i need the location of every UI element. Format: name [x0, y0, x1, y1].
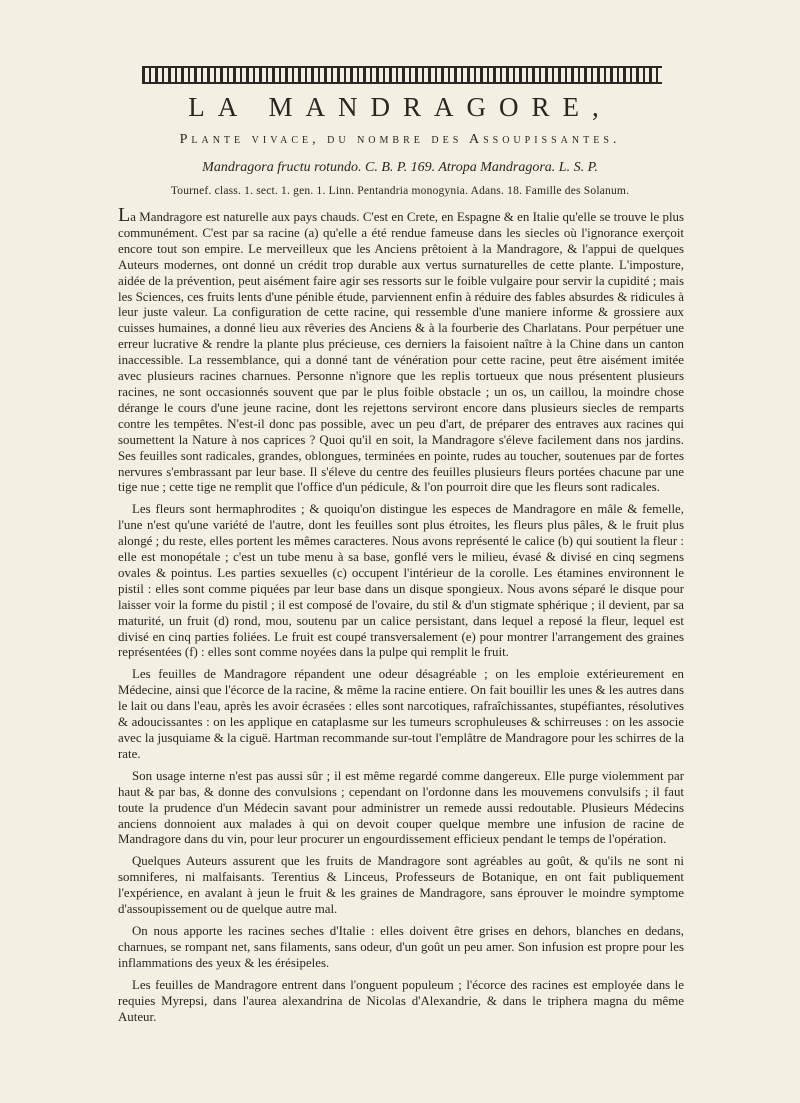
drop-cap: L — [118, 204, 131, 226]
synonyms-text: Mandragora fructu rotundo. C. B. P. 169. Atropa Mandragora. L. S. P. — [202, 160, 598, 175]
paragraph-2: Les fleurs sont hermaphrodites ; & quoiqu'on distingue les especes de Mandragore en mâle & femelle, l'une n'est qu'une variété de l'autre, dont les feuilles sont plus étroites, les fleurs plus pâles, & le fruit plus alongé ; du reste, elles portent les mêmes caracteres. Nous avons représenté le calice (b) qui soutient la fleur : elle est monopétale ; c'est un tube menu à sa base, gonflé vers le milieu, évasé & divisé en cinq segmens ovales & pointus. Les parties sexuelles (c) occupent l'intérieur de la corolle. Les étamines environnent le pistil : elles sont comme piquées par leur base dans un disque spongieux. Nous avons séparé le disque pour laisser voir la forme du pistil ; il est composé de l'ovaire, du stil & d'un stigmate sphérique ; il devient, par sa maturité, un fruit (d) rond, mou, soutenu par un calice persistant, dans lequel a reposé la fleur, lequel est divisé en cinq parties foliées. Le fruit est coupé transversalement (e) pour montrer l'arrangement des graines représentées (f) : elles sont comme noyées dans la pulpe qui remplit le fruit. — [118, 502, 684, 660]
botanical-synonyms — [0, 160, 800, 176]
paragraph-5: Quelques Auteurs assurent que les fruits de Mandragore sont agréables au goût, & qu'ils ne sont ni somniferes, ni malfaisants. Terentius & Linceus, Professeurs de Botanique, en ont fait publiquement l'expérience, en avalant à jeun le fruit & les graines de Mandragore, sans éprouver le moindre symptome d'assoupissement ou de quelque autre mal. — [118, 854, 684, 917]
paragraph-3: Les feuilles de Mandragore répandent une odeur désagréable ; on les emploie extérieurement en Médecine, ainsi que l'écorce de la racine, & même la racine entiere. On fait bouillir les unes & les autres dans le lait ou dans l'eau, après les avoir écrasées : elles sont narcotiques, rafraîchissantes, stupéfiantes, résolutives & adoucissantes : on les applique en cataplasme sur les tumeurs scrophuleuses & schirreuses : on les associe avec la jusquiame & la ciguë. Hartman recommande sur-tout l'emplâtre de Mandragore pour les schirres de la rate. — [118, 667, 684, 761]
paragraph-1-text: a Mandragore est naturelle aux pays chauds. C'est en Crete, en Espagne & en Italie qu'elle se trouve le plus communément. C'est par sa racine (a) qu'elle a été rendue fameuse dans les siecles où l'ignorance exerçoit encore tout son empire. Le merveilleux que les Anciens prêtoient à la Mandragore, & l'appui de quelques Auteurs modernes, ont donné un crédit trop durable aux vertus surnaturelles de cette plante. L'imposture, aidée de la prévention, peut aisément faire agir ses ressorts sur le foible vulgaire pour servir la cupidité ; mais les Sciences, ces fruits lents d'une pénible étude, parviennent enfin à réduire des fables absurdes & ridicules à leur juste valeur. La configuration de cette racine, qui ressemble d'une maniere informe & grossiere aux cuisses humaines, a donné lieu aux rêveries des Anciens & à la fourberie des Charlatans. Pour perpétuer une erreur lucrative & rendre la plante plus précieuse, ces derniers la faisoient naître à la Chine dans un canton inaccessible. La ressemblance, qui a donné tant de vénération pour cette racine, peut être aisément imitée avec plusieurs racines charnues. Personne n'ignore que les replis tortueux que nous présentent plusieurs racines, ne sont occasionnés souvent que par le plus foible obstacle ; un os, un caillou, la moindre chose dérange le cours d'une jeune racine, dont les rejettons serviront encore dans plusieurs siecles de remparts contre les tempêtes. N'est-il donc pas possible, avec un peu d'art, de préparer des entraves aux racines qui soumettent la Nature à nos caprices ? Quoi qu'il en soit, la Mandragore s'éleve facilement dans nos jardins. Ses feuilles sont radicales, grandes, oblongues, terminées en pointe, rudes au toucher, soutenues par de fortes nervures s'embrassant par leur base. Il s'éleve du centre des feuilles plusieurs fleurs portées chacune par une tige nue ; cette tige ne remplit que l'office d'un pédicule, & l'on pourroit dire que les fleurs sont radicales. — [118, 210, 684, 495]
page-title: LA MANDRAGORE, — [188, 92, 612, 122]
paragraph-1 — [118, 204, 684, 496]
decorative-border — [142, 66, 662, 84]
paragraph-7: Les feuilles de Mandragore entrent dans l'onguent populeum ; l'écorce des racines est employée dans le requies Myrepsi, dans l'aurea alexandrina de Nicolas d'Alexandrie, & dans le triphera magna du même Auteur. — [118, 977, 684, 1024]
article-body — [118, 204, 684, 1031]
plant-subtitle: Plante vivace, du nombre des Assoupissantes. — [179, 132, 621, 147]
paragraph-6: On nous apporte les racines seches d'Italie : elles doivent être grises en dehors, blanches en dedans, charnues, se rompant net, sans filaments, sans odeur, d'un goût un peu amer. Son infusion est propre pour les inflammations des yeux & les érésipeles. — [118, 923, 684, 970]
classification-line: Tournef. class. 1. sect. 1. gen. 1. Linn. Pentandria monogynia. Adans. 18. Famille des Solanum. — [170, 185, 630, 197]
paragraph-4: Son usage interne n'est pas aussi sûr ; il est même regardé comme dangereux. Elle purge violemment par haut & par bas, & donne des convulsions ; cependant on l'ordonne dans les mouvemens convulsifs ; il faut toute la prudence d'un Médecin savant pour administrer un remede aussi redoutable. Plusieurs Médecins anciens donnoient aux malades à qui on devoit couper quelque membre une infusion de racine de Mandragore dans du vin, pour leur procurer un engourdissement efficieux pendant le temps de l'opération. — [118, 768, 684, 847]
